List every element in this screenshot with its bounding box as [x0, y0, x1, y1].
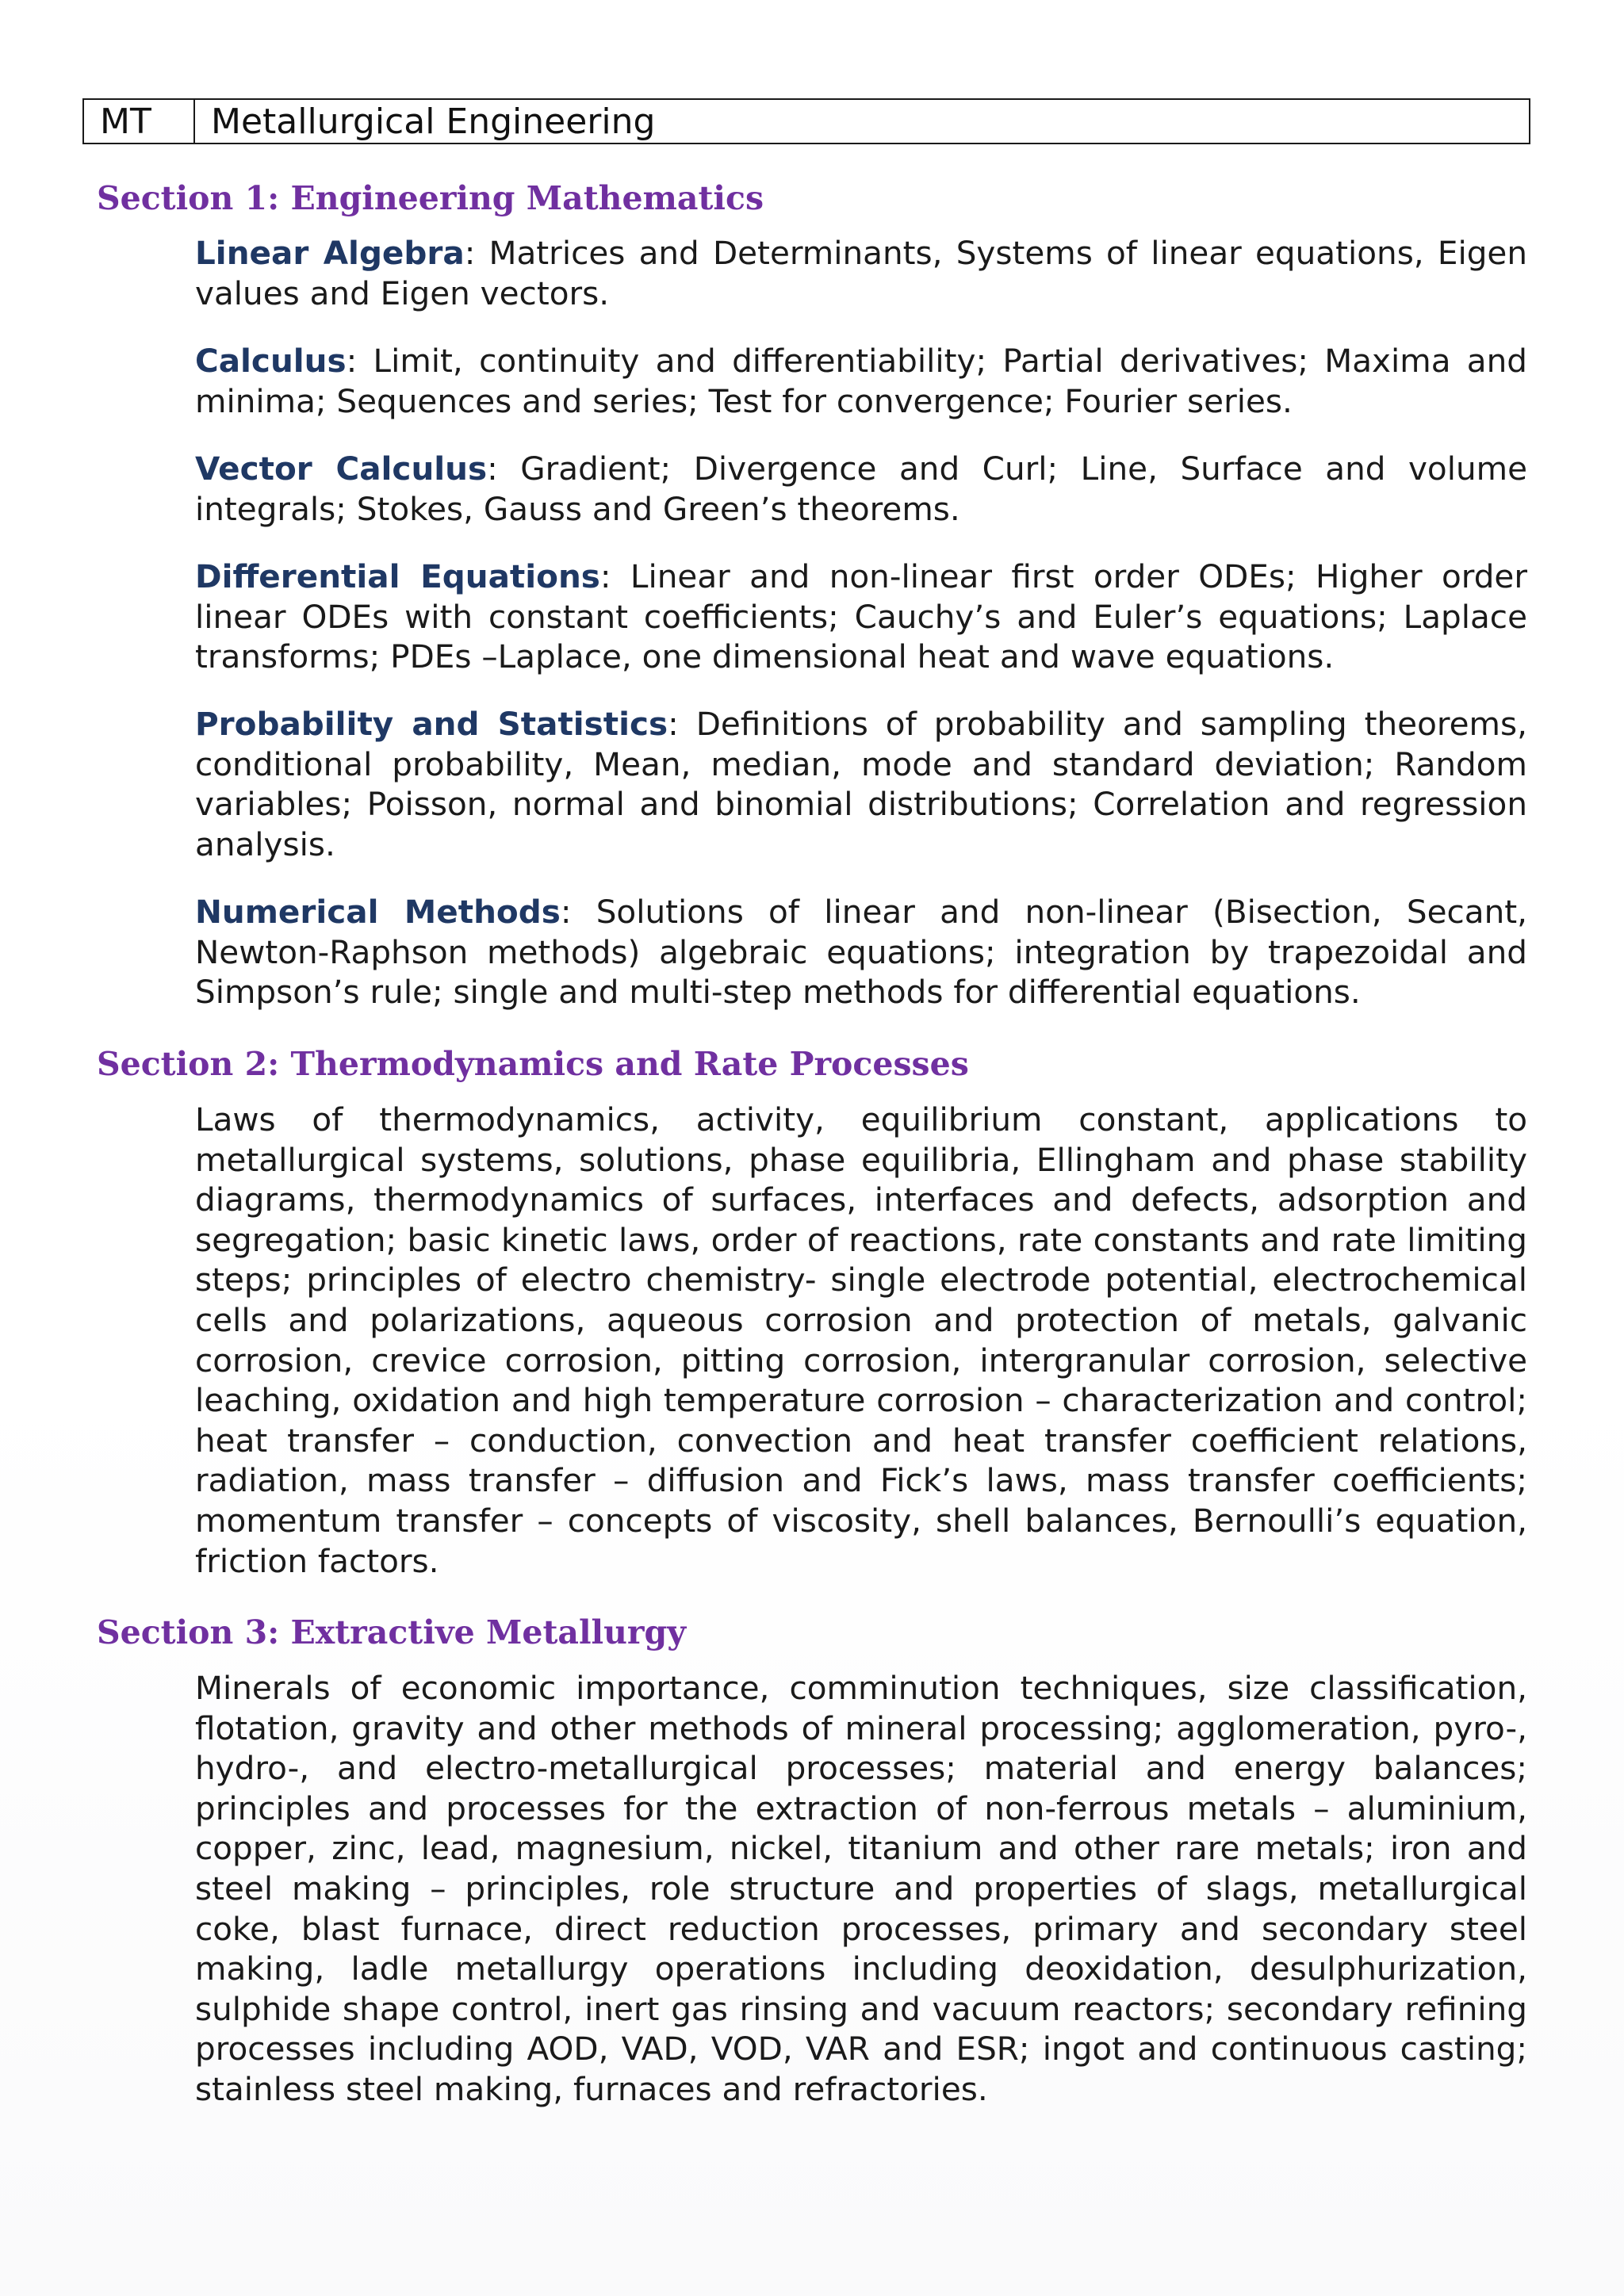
topic-probability-and-statistics — [195, 704, 1527, 864]
topic-text: : Solutions of linear and non-linear (Bisection, Secant, Newton-Raphson methods) algebraic equations; integration by trapezoidal and Simpson’s rule; single and multi-step methods for differential equations. — [195, 893, 1527, 1012]
topic-text: : Linear and non-linear first order ODEs; Higher order linear ODEs with constant coefficients; Cauchy’s and Euler’s equations; Laplace transforms; PDEs –Laplace, one dimensional heat and wave equations. — [195, 557, 1527, 676]
subject-code: MT — [84, 100, 195, 143]
topic-label: Probability and Statistics — [195, 705, 668, 743]
topic-text: : Definitions of probability and sampling theorems, conditional probability, Mean, median, mode and standard deviation; Random variables; Poisson, normal and binomial distributions; Correlation and regression analysis. — [195, 705, 1527, 863]
topic-label: Differential Equations — [195, 557, 600, 595]
topic-label: Linear Algebra — [195, 234, 465, 272]
subject-title: Metallurgical Engineering — [211, 101, 656, 142]
section-2-heading: Section 2: Thermodynamics and Rate Processes — [97, 1045, 969, 1083]
section-1-heading: Section 1: Engineering Mathematics — [97, 179, 764, 217]
topic-calculus — [195, 341, 1527, 421]
subject-header-box — [82, 98, 1530, 144]
topic-linear-algebra — [195, 233, 1527, 313]
section-3-heading: Section 3: Extractive Metallurgy — [97, 1613, 687, 1651]
section-3-body: Minerals of economic importance, comminution techniques, size classification, flotation, gravity and other methods of mineral processing; agglomeration, pyro-, hydro-, and electro-metallurgical processes; material and energy balances; principles and processes for the extraction of non-ferrous metals – aluminium, copper, zinc, lead, magnesium, nickel, titanium and other rare metals; iron and steel making – principles, role structure and properties of slags, metallurgical coke, blast furnace, direct reduction processes, primary and secondary steel making, ladle metallurgy operations including deoxidation, desulphurization, sulphide shape control, inert gas rinsing and vacuum reactors; secondary refining processes including AOD, VAD, VOD, VAR and ESR; ingot and continuous casting; stainless steel making, furnaces and refractories. — [195, 1669, 1527, 2108]
section-2-body: Laws of thermodynamics, activity, equilibrium constant, applications to metallurgical systems, solutions, phase equilibria, Ellingham and phase stability diagrams, thermodynamics of surfaces, interfaces and defects, adsorption and segregation; basic kinetic laws, order of reactions, rate constants and rate limiting steps; principles of electro chemistry- single electrode potential, electrochemical cells and polarizations, aqueous corrosion and protection of metals, galvanic corrosion, crevice corrosion, pitting corrosion, intergranular corrosion, selective leaching, oxidation and high temperature corrosion – characterization and control; heat transfer – conduction, convection and heat transfer coefficient relations, radiation, mass transfer – diffusion and Fick’s laws, mass transfer coefficients; momentum transfer – concepts of viscosity, shell balances, Bernoulli’s equation, friction factors. — [195, 1100, 1527, 1580]
topic-differential-equations — [195, 557, 1527, 677]
topic-label: Calculus — [195, 342, 347, 380]
topic-vector-calculus — [195, 449, 1527, 529]
topic-text: : Matrices and Determinants, Systems of linear equations, Eigen values and Eigen vectors. — [195, 234, 1528, 312]
topic-text: : Gradient; Divergence and Curl; Line, Surface and volume integrals; Stokes, Gauss and Green’s theorems. — [195, 450, 1528, 528]
topic-label: Vector Calculus — [195, 450, 488, 488]
topic-label: Numerical Methods — [195, 893, 561, 931]
topic-text: : Limit, continuity and differentiability; Partial derivatives; Maxima and minima; Sequences and series; Test for convergence; Fourier series. — [195, 342, 1527, 420]
topic-numerical-methods — [195, 892, 1527, 1012]
